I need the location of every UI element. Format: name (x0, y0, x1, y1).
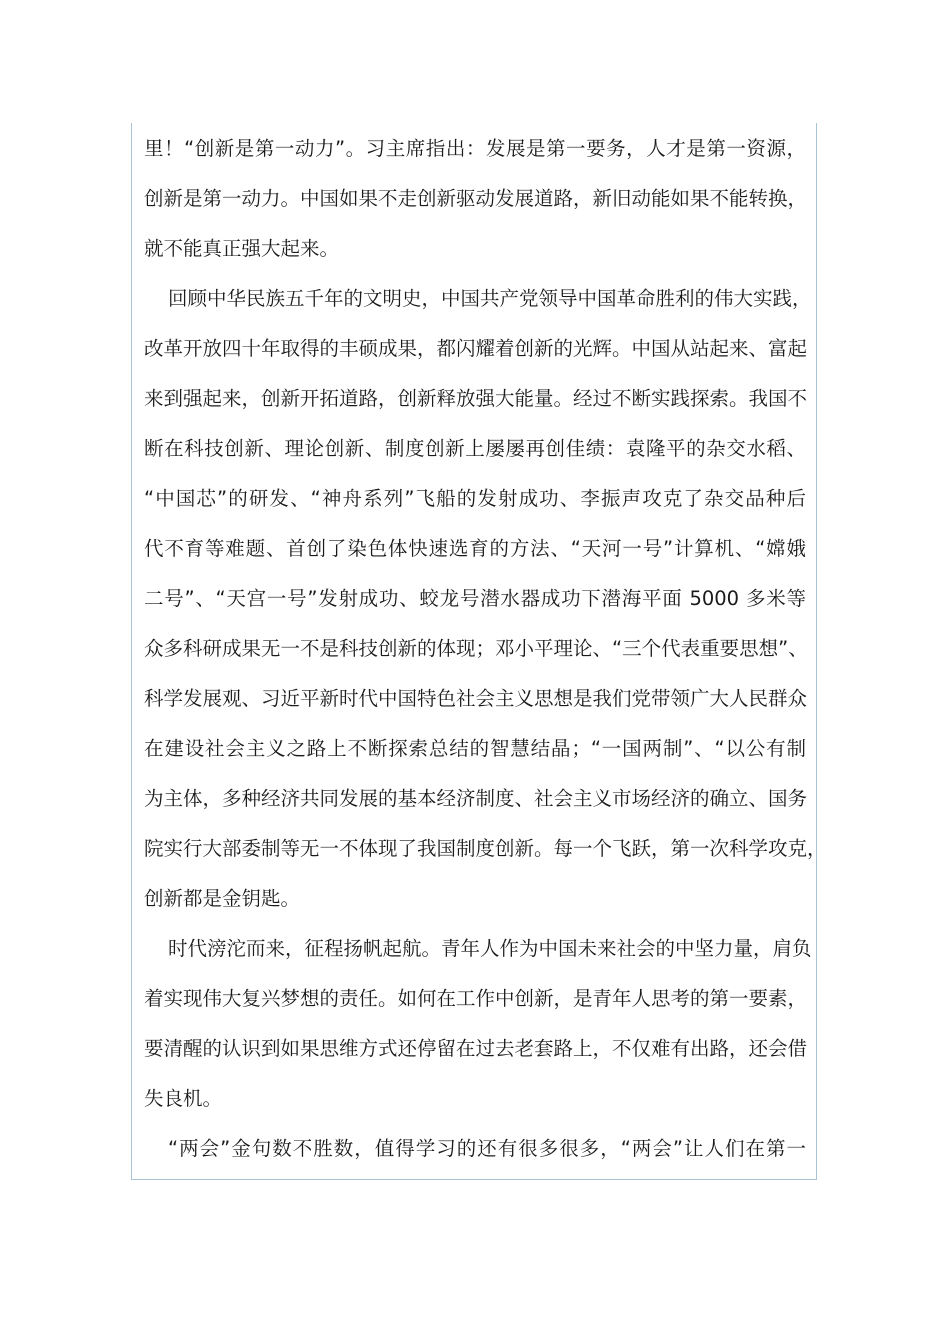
text-line: 就不能真正强大起来。 (144, 237, 340, 260)
document-body (144, 124, 827, 1174)
text-line: 为主体，多种经济共同发展的基本经济制度、社会主义市场经济的确立、国务 (144, 787, 808, 810)
text-line: 里！“创新是第一动力”。习主席指出：发展是第一要务，人才是第一资源， (144, 137, 806, 160)
text-line: 创新是第一动力。中国如果不走创新驱动发展道路，新旧动能如果不能转换， (144, 187, 808, 210)
text-line: 着实现伟大复兴梦想的责任。如何在工作中创新，是青年人思考的第一要素， (144, 987, 808, 1010)
text-line: “两会”金句数不胜数，值得学习的还有很多很多，“两会”让人们在第一 (168, 1137, 806, 1160)
text-line: 失良机。 (144, 1087, 223, 1110)
text-line: 众多科研成果无一不是科技创新的体现；邓小平理论、“三个代表重要思想”、 (144, 637, 808, 660)
text-line: 院实行大部委制等无一不体现了我国制度创新。每一个飞跃，第一次科学攻克， (144, 837, 827, 860)
text-line: 在建设社会主义之路上不断探索总结的智慧结晶；“一国两制”、“以公有制 (144, 737, 806, 760)
text-line: 二号”、“天宫一号”发射成功、蛟龙号潜水器成功下潜海平面 5000 多米等 (144, 587, 806, 610)
text-line: 来到强起来，创新开拓道路，创新释放强大能量。经过不断实践探索。我国不 (144, 387, 808, 410)
text-line: 创新都是金钥匙。 (144, 887, 301, 910)
text-line: 科学发展观、习近平新时代中国特色社会主义思想是我们党带领广大人民群众 (144, 687, 808, 710)
text-line: 要清醒的认识到如果思维方式还停留在过去老套路上，不仅难有出路，还会借 (144, 1037, 808, 1060)
text-line: 时代滂沱而来，征程扬帆起航。青年人作为中国未来社会的中坚力量，肩负 (168, 937, 812, 960)
text-line: “中国芯”的研发、“神舟系列”飞船的发射成功、李振声攻克了杂交品种后 (144, 487, 806, 510)
text-line: 改革开放四十年取得的丰硕成果，都闪耀着创新的光辉。中国从站起来、富起 (144, 337, 808, 360)
text-line: 断在科技创新、理论创新、制度创新上屡屡再创佳绩：袁隆平的杂交水稻、 (144, 437, 806, 460)
text-line: 代不育等难题、首创了染色体快速选育的方法、“天河一号”计算机、“嫦娥 (144, 537, 806, 560)
text-line: 回顾中华民族五千年的文明史，中国共产党领导中国革命胜利的伟大实践， (168, 287, 812, 310)
